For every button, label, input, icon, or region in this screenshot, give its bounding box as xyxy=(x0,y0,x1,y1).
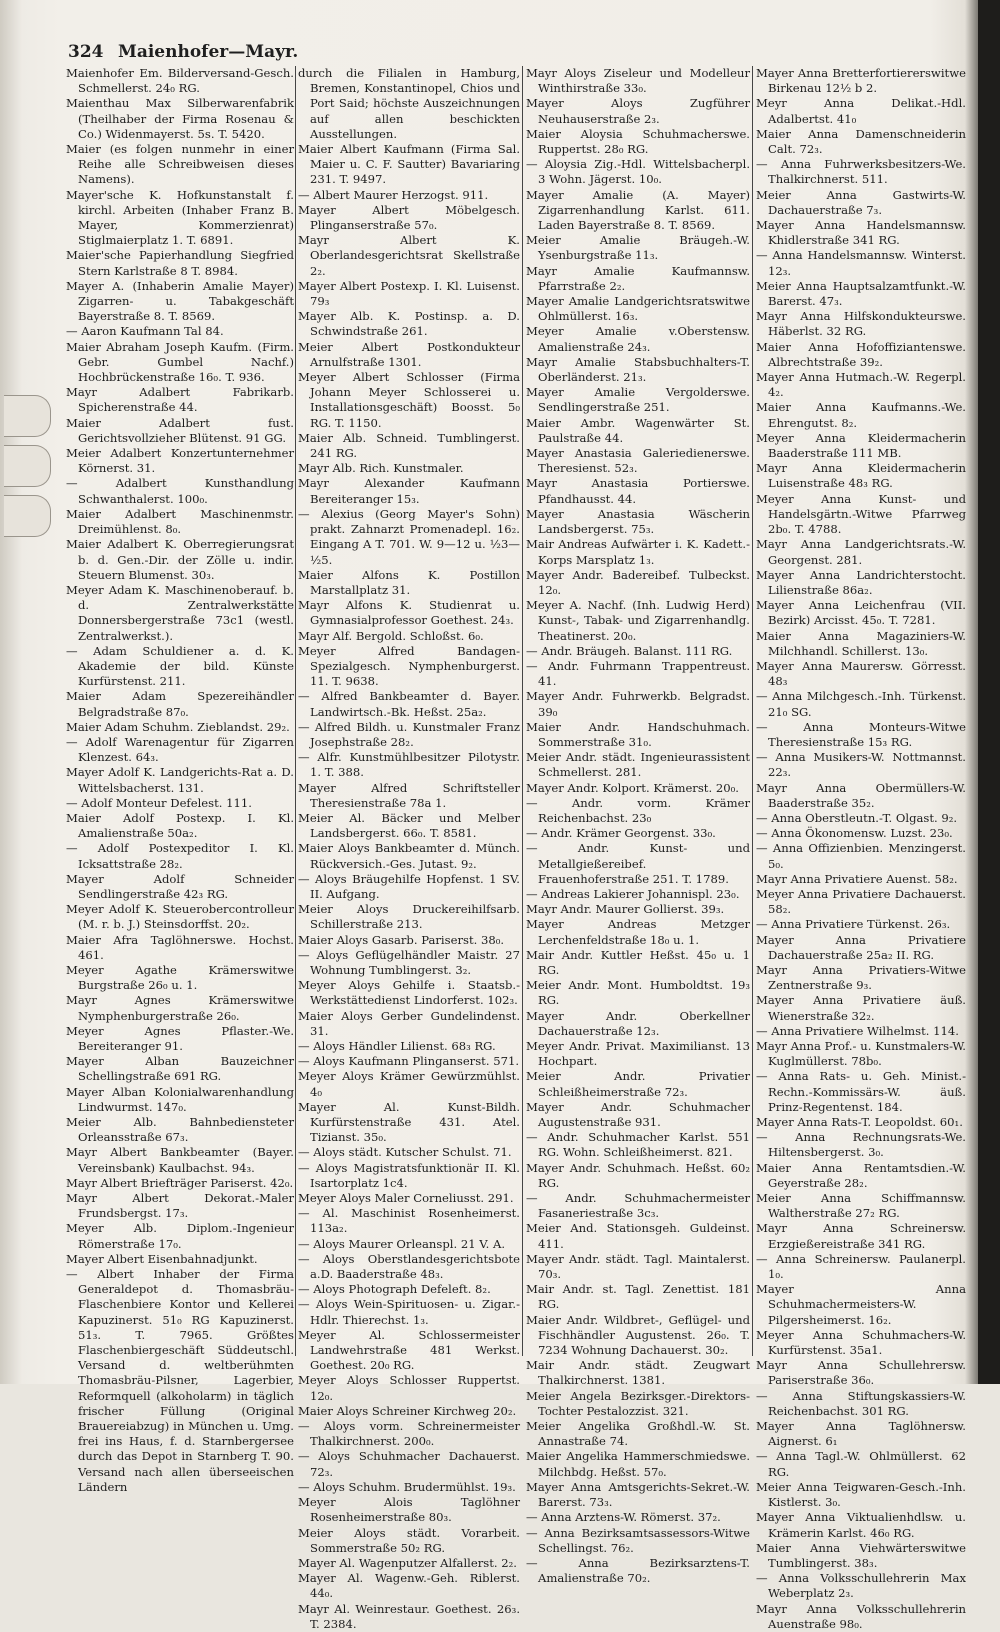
directory-entry: Mayer Al. Wagenw.-Geh. Riblerst. 44₀. xyxy=(298,1571,520,1601)
directory-entry: Mayr Albert Bankbeamter (Bayer. Vereinsbank) Kaulbachst. 94₃. xyxy=(66,1145,294,1175)
directory-entry: — Aloys Geflügelhändler Maistr. 27 Wohnung Tumblingerst. 3₂. xyxy=(298,947,520,977)
directory-entry: — Anna Rechnungsrats-We. Hiltensbergerst. 3₀. xyxy=(756,1130,966,1160)
directory-entry: Meyer Agathe Krämerswitwe Burgstraße 26₀ u. 1. xyxy=(66,962,294,993)
directory-entry: — Andr. Kunst- und Metallgießereibef. Frauenhoferstraße 251. T. 1789. xyxy=(526,841,750,886)
directory-entry: — Anna Privatiere Wilhelmst. 114. xyxy=(756,1023,959,1038)
directory-entry: Maier Aloys Gerber Gundelindenst. 31. xyxy=(298,1008,520,1038)
directory-entry: Meyer Anna Kleidermacherin Baaderstraße 111 MB. xyxy=(756,430,966,461)
directory-entry: Maier Alb. Schneid. Tumblingerst. 241 RG. xyxy=(298,430,520,461)
directory-entry: Mayer Andr. Kolport. Krämerst. 20₀. xyxy=(526,780,739,795)
directory-entry: Mayer Alban Kolonialwarenhandlung Lindwurmst. 147₀. xyxy=(66,1084,294,1114)
directory-entry: — Anna Bezirksamtsassessors-Witwe Schellingst. 76₂. xyxy=(526,1525,750,1555)
directory-entry: Meyer Agnes Pflaster.-We. Bereiteranger 91. xyxy=(66,1023,294,1053)
directory-entry: Mayr Albert Briefträger Pariserst. 42₀. xyxy=(66,1175,294,1190)
directory-entry: Meyer Anna Privatiere Dachauerst. 58₂. xyxy=(756,886,966,917)
directory-entry: Meier Alb. Bahnbediensteter Orleansstraße 67₃. xyxy=(66,1115,294,1145)
directory-entry: Meyer A. Nachf. (Inh. Ludwig Herd) Kunst-, Tabak- und Zigarrenhandlg. Theatinerst. 20₀. xyxy=(526,598,750,643)
column-rule xyxy=(522,66,523,1356)
directory-entry: Meier Anna Teigwaren-Gesch.-Inh. Kistlerst. 3₀. xyxy=(756,1479,966,1510)
directory-entry: — Anna Rats- u. Geh. Minist.-Rechn.-Kommissärs-W. äuß. Prinz-Regentenst. 184. xyxy=(756,1069,966,1114)
directory-entry: Mayr Anna Schullehrersw. Pariserstraße 36₀. xyxy=(756,1358,966,1388)
directory-entry: Mayer Anna Viktualienhdlsw. u. Krämerin Karlst. 46₀ RG. xyxy=(756,1510,966,1540)
column-1 xyxy=(66,66,294,1494)
directory-entry: Mayer Alban Bauzeichner Schellingstraße 691 RG. xyxy=(66,1054,294,1084)
directory-entry: Maier (es folgen nunmehr in einer Reihe alle Schreibweisen dieses Namens). xyxy=(66,142,294,187)
directory-entry: — Aloys Magistratsfunktionär II. Kl. Isartorplatz 1c4. xyxy=(298,1160,520,1190)
directory-entry: — Adolf Warenagentur für Zigarren Klenzest. 64₃. xyxy=(66,734,294,765)
index-tab xyxy=(4,445,51,487)
directory-entry: Maier Aloysia Schuhmacherswe. Ruppertst. 28₀ RG. xyxy=(526,126,750,157)
directory-entry: Mayer Amalie (A. Mayer) Zigarrenhandlung Karlst. 611. Laden Bayerstraße 8. T. 8569. xyxy=(526,187,750,233)
directory-entry: Mayer Andr. Schuhmacher Augustenstraße 931. xyxy=(526,1099,750,1130)
directory-entry: — Anna Milchgesch.-Inh. Türkenst. 21₀ SG. xyxy=(756,689,966,719)
directory-entry: Mayer Anna Maurersw. Görresst. 48₃ xyxy=(756,658,966,689)
directory-entry: Mayer Andr. städt. Tagl. Maintalerst. 70₃. xyxy=(526,1251,750,1282)
directory-entry: Meyer Albert Schlosser (Firma Johann Meyer Schlosserei u. Installationsgeschäft) Boosst. 5₀ RG. T. 1150. xyxy=(298,370,520,430)
directory-entry: — Anna Bezirksarztens-T. Amalienstraße 70₂. xyxy=(526,1555,750,1586)
directory-entry: durch die Filialen in Hamburg, Bremen, Konstantinopel, Chios und Port Said; höchste Auszeichnungen auf allen beschickten Ausstellungen. xyxy=(298,66,520,141)
directory-entry: Mayr Anna Obermüllers-W. Baaderstraße 35₂. xyxy=(756,780,966,810)
directory-entry: Mayr Anna Prof.- u. Kunstmalers-W. Kuglmüllerst. 78b₀. xyxy=(756,1039,966,1069)
directory-entry: — Anna Musikers-W. Nottmannst. 22₃. xyxy=(756,750,966,780)
directory-entry: Mayr Alexander Kaufmann Bereiteranger 15₃. xyxy=(298,476,520,506)
directory-entry: Mayer Albert Möbelgesch. Plinganserstraße 57₀. xyxy=(298,202,520,233)
directory-entry: — Aloys Kaufmann Plinganserst. 571. xyxy=(298,1054,520,1069)
directory-entry: — Anna Volksschullehrerin Max Weberplatz 2₃. xyxy=(756,1571,966,1601)
directory-entry: Maier Aloys Bankbeamter d. Münch. Rückversich.-Ges. Jutast. 9₂. xyxy=(298,841,520,871)
directory-entry: Meyer Al. Schlossermeister Landwehrstraße 481 Werkst. Goethest. 20₀ RG. xyxy=(298,1327,520,1373)
directory-entry: Mair Andr. Kuttler Heßst. 45₀ u. 1 RG. xyxy=(526,947,750,977)
directory-entry: Maier Anna Viehwärterswitwe Tumblingerst. 38₃. xyxy=(756,1540,966,1570)
directory-entry: Mayr Agnes Krämerswitwe Nymphenburgerstraße 26₀. xyxy=(66,993,294,1023)
directory-entry: Maier Albert Kaufmann (Firma Sal. Maier u. C. F. Sautter) Bavariaring 231. T. 9497. xyxy=(298,142,520,187)
directory-entry: Mayer Anna Landrichterstocht. Lilienstraße 86a₂. xyxy=(756,567,966,597)
directory-entry: Maier Aloys Schreiner Kirchweg 20₂. xyxy=(298,1403,517,1418)
directory-entry: — Adam Schuldiener a. d. K. Akademie der bild. Künste Kurfürstenst. 211. xyxy=(66,643,294,689)
directory-entry: Mayer Adolf K. Landgerichts-Rat a. D. Wittelsbacherst. 131. xyxy=(66,765,294,795)
directory-entry: Maier Anna Kaufmanns.-We. Ehrengutst. 8₂. xyxy=(756,400,966,430)
directory-entry: — Anna Offizienbien. Menzingerst. 5₀. xyxy=(756,841,966,871)
directory-entry: — Aaron Kaufmann Tal 84. xyxy=(66,324,224,339)
directory-entry: Maier Anna Damenschneiderin Calt. 72₃. xyxy=(756,126,966,157)
directory-entry: — Anna Privatiere Türkenst. 26₃. xyxy=(756,917,951,932)
directory-entry: Meier Aloys Druckereihilfsarb. Schillerstraße 213. xyxy=(298,902,520,932)
directory-entry: Mayr Andr. Maurer Gollierst. 39₃. xyxy=(526,902,725,917)
directory-entry: Meier Aloys städt. Vorarbeit. Sommerstraße 50₂ RG. xyxy=(298,1525,520,1555)
directory-entry: Meier Adalbert Konzertunternehmer Körnerst. 31. xyxy=(66,446,294,476)
directory-entry: Maier Andr. Wildbret-, Geflügel- und Fischhändler Augustenst. 26₀. T. 7234 Wohnung Dachauerst. 30₂. xyxy=(526,1312,750,1358)
directory-entry: — Aloys Photograph Defeleft. 8₂. xyxy=(298,1282,491,1297)
directory-entry: Meyer Aloys Maler Corneliusst. 291. xyxy=(298,1191,514,1206)
directory-entry: Meyer Alois Taglöhner Rosenheimerstraße 80₃. xyxy=(298,1495,520,1525)
directory-entry: — Andr. Bräugeh. Balanst. 111 RG. xyxy=(526,643,733,658)
directory-entry: — Aloys Händler Lilienst. 68₃ RG. xyxy=(298,1039,496,1053)
column-rule xyxy=(295,66,296,1356)
directory-entry: Mayr Amalie Kaufmannsw. Pfarrstraße 2₂. xyxy=(526,263,750,293)
directory-entry: — Anna Monteurs-Witwe Theresienstraße 15₃ RG. xyxy=(756,719,966,749)
column-4 xyxy=(756,66,966,1631)
directory-entry: Mayer Anna Leichenfrau (VII. Bezirk) Arcisst. 45₀. T. 7281. xyxy=(756,598,966,628)
directory-entry: — Aloys Bräugehilfe Hopfenst. 1 SV. II. Aufgang. xyxy=(298,871,520,901)
directory-entry: Mayr Adalbert Fabrikarb. Spicherenstraße 44. xyxy=(66,385,294,415)
directory-entry: Mayer Amalie Landgerichtsratswitwe Ohlmüllerst. 16₃. xyxy=(526,294,750,324)
directory-entry: Maier Aloys Gasarb. Pariserst. 38₀. xyxy=(298,932,505,947)
directory-entry: Mayr Anna Schreinersw. Erzgießereistraße 341 RG. xyxy=(756,1221,966,1251)
directory-entry: Mayer Andr. Oberkellner Dachauerstraße 12₃. xyxy=(526,1008,750,1038)
directory-entry: — Andr. vorm. Krämer Reichenbachst. 23₀ xyxy=(526,795,750,825)
directory-entry: Mayr Al. Weinrestaur. Goethest. 26₃. T. 2384. xyxy=(298,1601,520,1631)
directory-entry: — Aloys Schuhm. Brudermühlst. 19₃. xyxy=(298,1479,516,1494)
directory-entry: Mayr Anastasia Portierswe. Pfandhausst. 44. xyxy=(526,476,750,506)
directory-entry: Meyer Alb. Diplom.-Ingenieur Römerstraße 17₀. xyxy=(66,1221,294,1251)
directory-entry: Meier Andr. Privatier Schleißheimerstraße 72₃. xyxy=(526,1069,750,1099)
directory-entry: Mayer Anastasia Galeriedienerswe. Theresienst. 52₃. xyxy=(526,446,750,476)
directory-entry: — Aloys Schuhmacher Dachauerst. 72₃. xyxy=(298,1449,520,1479)
directory-entry: — Anna Schreinersw. Paulanerpl. 1₀. xyxy=(756,1251,966,1282)
directory-entry: Mayer Anna Hutmach.-W. Regerpl. 4₂. xyxy=(756,370,966,400)
directory-entry: Maier Adam Spezereihändler Belgradstraße 87₀. xyxy=(66,689,294,719)
directory-entry: Meier Andr. Mont. Humboldtst. 19₃ RG. xyxy=(526,978,750,1008)
directory-entry: Maier Afra Taglöhnerswe. Hochst. 461. xyxy=(66,932,294,962)
directory-entry: Maier Adolf Postexp. I. Kl. Amalienstraße 50a₂. xyxy=(66,810,294,841)
directory-entry: Meyer Anna Schuhmachers-W. Kurfürstenst. 35a1. xyxy=(756,1327,966,1358)
directory-entry: Mayr Alfons K. Studienrat u. Gymnasialprofessor Goethest. 24₃. xyxy=(298,598,520,628)
directory-entry: Mair Andreas Aufwärter i. K. Kadett.-Korps Marsplatz 1₃. xyxy=(526,537,750,567)
directory-entry: Mayer Anna Bretterfortiererswitwe Birkenau 12½ b 2. xyxy=(756,66,966,96)
directory-entry: Meyer Anna Kunst- und Handelsgärtn.-Witwe Pfarrweg 2b₀. T. 4788. xyxy=(756,491,966,537)
directory-entry: Meyer Aloys Schlosser Ruppertst. 12₀. xyxy=(298,1373,520,1403)
directory-entry: Maier Ambr. Wagenwärter St. Paulstraße 44. xyxy=(526,415,750,445)
directory-entry: Maier Angelika Hammerschmiedswe. Milchbdg. Heßst. 57₀. xyxy=(526,1449,750,1479)
directory-entry: Mayer Anna Taglöhnersw. Aignerst. 6₁ xyxy=(756,1419,966,1449)
directory-entry: — Anna Arztens-W. Römerst. 37₂. xyxy=(526,1510,721,1525)
directory-entry: Mayer Anna Schuhmachermeisters-W. Pilgersheimerst. 16₂. xyxy=(756,1282,966,1327)
directory-entry: — Andreas Lakierer Johannispl. 23₀. xyxy=(526,886,740,901)
directory-entry: Maier Andr. Handschuhmach. Sommerstraße 31₀. xyxy=(526,719,750,749)
directory-entry: Maier Adalbert K. Oberregierungsrat b. d. Gen.-Dir. der Zölle u. indir. Steuern Blumenst. 30₃. xyxy=(66,537,294,582)
directory-entry: — Aloys Oberstlandesgerichtsbote a.D. Baaderstraße 48₃. xyxy=(298,1251,520,1282)
directory-entry: Mayer Andr. Schuhmach. Heßst. 60₂ RG. xyxy=(526,1160,750,1190)
directory-entry: Meyer Adolf K. Steuerobercontrolleur (M. r. b. J.) Steinsdorffst. 20₂. xyxy=(66,902,294,932)
directory-entry: Mair Andr. st. Tagl. Zenettist. 181 RG. xyxy=(526,1282,750,1312)
directory-entry: — Aloys städt. Kutscher Schulst. 71. xyxy=(298,1145,512,1160)
directory-entry: Meyer Aloys Gehilfe i. Staatsb.-Werkstättedienst Lindorferst. 102₃. xyxy=(298,978,520,1008)
directory-entry: Mayr Anna Hilfskondukteurswe. Häberlst. 32 RG. xyxy=(756,309,966,339)
book-spine-edge xyxy=(978,0,1000,1384)
directory-entry: — Alfred Bildh. u. Kunstmaler Franz Josephstraße 28₂. xyxy=(298,719,520,749)
directory-entry: — Anna Fuhrwerksbesitzers-We. Thalkirchnerst. 511. xyxy=(756,157,966,187)
index-tab xyxy=(4,395,51,437)
directory-entry: Mayr Alf. Bergold. Schloßst. 6₀. xyxy=(298,628,484,643)
directory-entry: — Andr. Fuhrmann Trappentreust. 41. xyxy=(526,658,750,689)
directory-entry: Maier Anna Hofoffiziantenswe. Albrechtstraße 39₂. xyxy=(756,339,966,369)
directory-entry: Mayr Anna Privatiere Auenst. 58₂. xyxy=(756,871,958,886)
directory-entry: Mayr Anna Landgerichtsrats.-W. Georgenst. 281. xyxy=(756,537,966,567)
directory-entry: — Andr. Schuhmacher Karlst. 551 RG. Wohn. Schleißheimerst. 821. xyxy=(526,1130,750,1160)
directory-entry: Maier'sche Papierhandlung Siegfried Stern Karlstraße 8 T. 8984. xyxy=(66,248,294,278)
directory-entry: Maier Adalbert fust. Gerichtsvollzieher Blütenst. 91 GG. xyxy=(66,415,294,445)
directory-entry: Mayer Albert Eisenbahnadjunkt. xyxy=(66,1251,258,1266)
directory-entry: Mayer Amalie Vergolderswe. Sendlingerstraße 251. xyxy=(526,385,750,415)
directory-entry: — Aloys Wein-Spirituosen- u. Zigar.-Hdlr. Thierechst. 1₃. xyxy=(298,1297,520,1327)
directory-entry: — Anna Ökonomensw. Luzst. 23₀. xyxy=(756,826,953,841)
directory-entry: — Aloysia Zig.-Hdl. Wittelsbacherpl. 3 Wohn. Jägerst. 10₀. xyxy=(526,157,750,187)
directory-entry: — Albert Inhaber der Firma Generaldepot d. Thomasbräu-Flaschenbiere Kontor und Kellerei Kapuzinerst. 51₀ RG Kapuzinerst. 51₃. T. 7965. Größtes Flaschenbiergeschäft Süddeutschl. Versand d. weltberühmten Thomasbräu-Pilsner, Lagerbier, Reformquell (alkoholarm) in täglich frischer Füllung (Original Brauereiabzug) in München u. Umg. frei ins Haus, f. d. Starnbergersee durch das Depot in Starnberg T. 90. Versand nach allen überseeischen Ländern xyxy=(66,1267,294,1494)
directory-entry: Mayer Al. Wagenputzer Alfallerst. 2₂. xyxy=(298,1555,517,1570)
directory-entry: Meyer Adam K. Maschinenoberauf. b. d. Zentralwerkstätte Donnersbergerstraße 73c1 (westl. Zentralwerkst.). xyxy=(66,582,294,643)
directory-entry: Meier Angela Bezirksger.-Direktors-Tochter Pestalozzist. 321. xyxy=(526,1388,750,1418)
directory-entry: Meyer Amalie v.Oberstensw. Amalienstraße 24₃. xyxy=(526,324,750,354)
directory-entry: Mayer Albert Postexp. I. Kl. Luisenst. 79₃ xyxy=(298,278,520,309)
directory-entry: Mayr Anna Privatiers-Witwe Zentnerstraße 9₃. xyxy=(756,962,966,993)
directory-entry: — Aloys vorm. Schreinermeister Thalkirchnerst. 200₀. xyxy=(298,1419,520,1449)
directory-entry: Maienhofer Em. Bilderversand-Gesch. Schmellerst. 24₀ RG. xyxy=(66,66,294,96)
directory-entry: Meier And. Stationsgeh. Guldeinst. 411. xyxy=(526,1221,750,1251)
directory-entry: Mayer Aloys Zugführer Neuhauserstraße 2₃. xyxy=(526,96,750,126)
directory-entry: Maienthau Max Silberwarenfabrik (Theilhaber der Firma Rosenau & Co.) Widenmayerst. 5s. T. 5420. xyxy=(66,96,294,141)
directory-entry: Mayer Andr. Fuhrwerkb. Belgradst. 39₀ xyxy=(526,689,750,719)
directory-entry: Mayer Al. Kunst-Bildh. Kurfürstenstraße 431. Atel. Tizianst. 35₀. xyxy=(298,1099,520,1145)
directory-entry: Meyr Anna Delikat.-Hdl. Adalbertst. 41₀ xyxy=(756,96,966,126)
directory-entry: Mayr Anna Volksschullehrerin Auenstraße 98₀. xyxy=(756,1601,966,1631)
directory-entry: — Alexius (Georg Mayer's Sohn) prakt. Zahnarzt Promenadepl. 16₂. Eingang A T. 701. W. 9—12 u. ½3—½5. xyxy=(298,506,520,567)
index-tabs xyxy=(4,395,52,595)
directory-entry: Mayer A. (Inhaberin Amalie Mayer) Zigarren- u. Tabakgeschäft Bayerstraße 8. T. 8569. xyxy=(66,278,294,324)
directory-entry: Mayer Adolf Schneider Sendlingerstraße 42₃ RG. xyxy=(66,871,294,901)
directory-entry: — Albert Maurer Herzogst. 911. xyxy=(298,187,489,202)
directory-entry: Maier Adalbert Maschinenmstr. Dreimühlenst. 8₀. xyxy=(66,506,294,537)
directory-entry: Meier Albert Postkondukteur Arnulfstraße 1301. xyxy=(298,339,520,369)
directory-entry: — Aloys Maurer Orleanspl. 21 V. A. xyxy=(298,1236,506,1251)
directory-entry: Meier Anna Schiffmannsw. Waltherstraße 27₂ RG. xyxy=(756,1191,966,1221)
directory-entry: Mair Andr. städt. Zeugwart Thalkirchnerst. 1381. xyxy=(526,1358,750,1388)
directory-entry: Meyer Alfred Bandagen-Spezialgesch. Nymphenburgerst. 11. T. 9638. xyxy=(298,643,520,689)
directory-entry: Maier Adam Schuhm. Zieblandst. 29₂. xyxy=(66,719,290,734)
directory-entry: Mayr Albert Dekorat.-Maler Frundsbergst. 17₃. xyxy=(66,1191,294,1221)
directory-entry: — Alfr. Kunstmühlbesitzer Pilotystr. 1. T. 388. xyxy=(298,750,520,780)
directory-entry: Mayer Anna Amtsgerichts-Sekret.-W. Barerst. 73₃. xyxy=(526,1479,750,1510)
directory-entry: Maier Abraham Joseph Kaufm. (Firm. Gebr. Gumbel Nachf.) Hochbrückenstraße 16₀. T. 936. xyxy=(66,339,294,385)
directory-entry: Mayer Alb. K. Postinsp. a. D. Schwindstraße 261. xyxy=(298,309,520,339)
directory-entry: Mayr Anna Kleidermacherin Luisenstraße 48₃ RG. xyxy=(756,461,966,491)
directory-entry: — Anna Tagl.-W. Ohlmüllerst. 62 RG. xyxy=(756,1449,966,1479)
directory-entry: Mayer Andr. Badereibef. Tulbeckst. 12₀. xyxy=(526,567,750,597)
directory-entry: — Adalbert Kunsthandlung Schwanthalerst. 100₀. xyxy=(66,476,294,506)
directory-entry: Maier Alfons K. Postillon Marstallplatz 31. xyxy=(298,567,520,597)
directory-entry: — Andr. Krämer Georgenst. 33₀. xyxy=(526,826,716,841)
directory-entry: Mayer Anna Privatiere Dachauerstraße 25a₂ II. RG. xyxy=(756,932,966,962)
directory-entry: Mayer Anna Rats-T. Leopoldst. 60₁. xyxy=(756,1115,963,1130)
directory-entry: Mayer Anastasia Wäscherin Landsbergerst. 75₃. xyxy=(526,506,750,537)
directory-entry: Mayr Alb. Rich. Kunstmaler. xyxy=(298,461,464,476)
running-title: Maienhofer—Mayr. xyxy=(118,42,299,62)
directory-entry: Mayer Andreas Metzger Lerchenfeldstraße 18₀ u. 1. xyxy=(526,917,750,947)
column-2 xyxy=(298,66,520,1631)
directory-entry: Meier Anna Hauptsalzamtfunkt.-W. Barerst. 47₃. xyxy=(756,278,966,309)
page-number: 324 xyxy=(68,42,104,62)
column-3 xyxy=(526,66,750,1586)
index-tab xyxy=(4,495,51,537)
directory-entry: Mayer Anna Handelsmannsw. Khidlerstraße 341 RG. xyxy=(756,218,966,248)
directory-entry: Meier Anna Gastwirts-W. Dachauerstraße 7₃. xyxy=(756,187,966,217)
directory-entry: Meyer Aloys Krämer Gewürzmühlst. 4₀ xyxy=(298,1069,520,1099)
directory-entry: — Anna Oberstleutn.-T. Olgast. 9₂. xyxy=(756,810,958,825)
directory-entry: Maier Anna Magaziniers-W. Milchhandl. Schillerst. 13₀. xyxy=(756,628,966,658)
column-rule xyxy=(752,66,753,1356)
directory-entry: Mayer Alfred Schriftsteller Theresienstraße 78a 1. xyxy=(298,780,520,810)
directory-entry: Mayr Albert K. Oberlandesgerichtsrat Skellstraße 2₂. xyxy=(298,233,520,278)
directory-entry: — Anna Handelsmannsw. Winterst. 12₃. xyxy=(756,248,966,278)
directory-entry: Mayr Aloys Ziseleur und Modelleur Winthirstraße 33₀. xyxy=(526,66,750,96)
directory-entry: Mayer Anna Privatiere äuß. Wienerstraße 32₂. xyxy=(756,993,966,1023)
directory-entry: — Al. Maschinist Rosenheimerst. 113a₂. xyxy=(298,1206,520,1236)
directory-entry: Mayr Amalie Stabsbuchhalters-T. Oberländerst. 21₃. xyxy=(526,354,750,385)
directory-entry: Mayer'sche K. Hofkunstanstalt f. kirchl. Arbeiten (Inhaber Franz B. Mayer, Kommerzienrat) Stiglmaierplatz 1. T. 6891. xyxy=(66,187,294,248)
directory-entry: — Adolf Monteur Defelest. 111. xyxy=(66,795,252,810)
directory-entry: Meier Angelika Großhdl.-W. St. Annastraße 74. xyxy=(526,1419,750,1449)
directory-entry: — Anna Stiftungskassiers-W. Reichenbachst. 301 RG. xyxy=(756,1388,966,1418)
directory-entry: — Adolf Postexpeditor I. Kl. Icksattstraße 28₂. xyxy=(66,841,294,871)
directory-entry: Maier Anna Rentamtsdien.-W. Geyerstraße 28₂. xyxy=(756,1160,966,1190)
directory-entry: Meyer Andr. Privat. Maximilianst. 13 Hochpart. xyxy=(526,1039,750,1069)
directory-entry: Meier Andr. städt. Ingenieurassistent Schmellerst. 281. xyxy=(526,750,750,780)
directory-entry: — Andr. Schuhmachermeister Fasaneriestraße 3c₃. xyxy=(526,1191,750,1221)
directory-entry: Meier Al. Bäcker und Melber Landsbergerst. 66₀. T. 8581. xyxy=(298,810,520,841)
directory-entry: Meier Amalie Bräugeh.-W. Ysenburgstraße 11₃. xyxy=(526,233,750,263)
directory-entry: — Alfred Bankbeamter d. Bayer. Landwirtsch.-Bk. Heßst. 25a₂. xyxy=(298,689,520,719)
